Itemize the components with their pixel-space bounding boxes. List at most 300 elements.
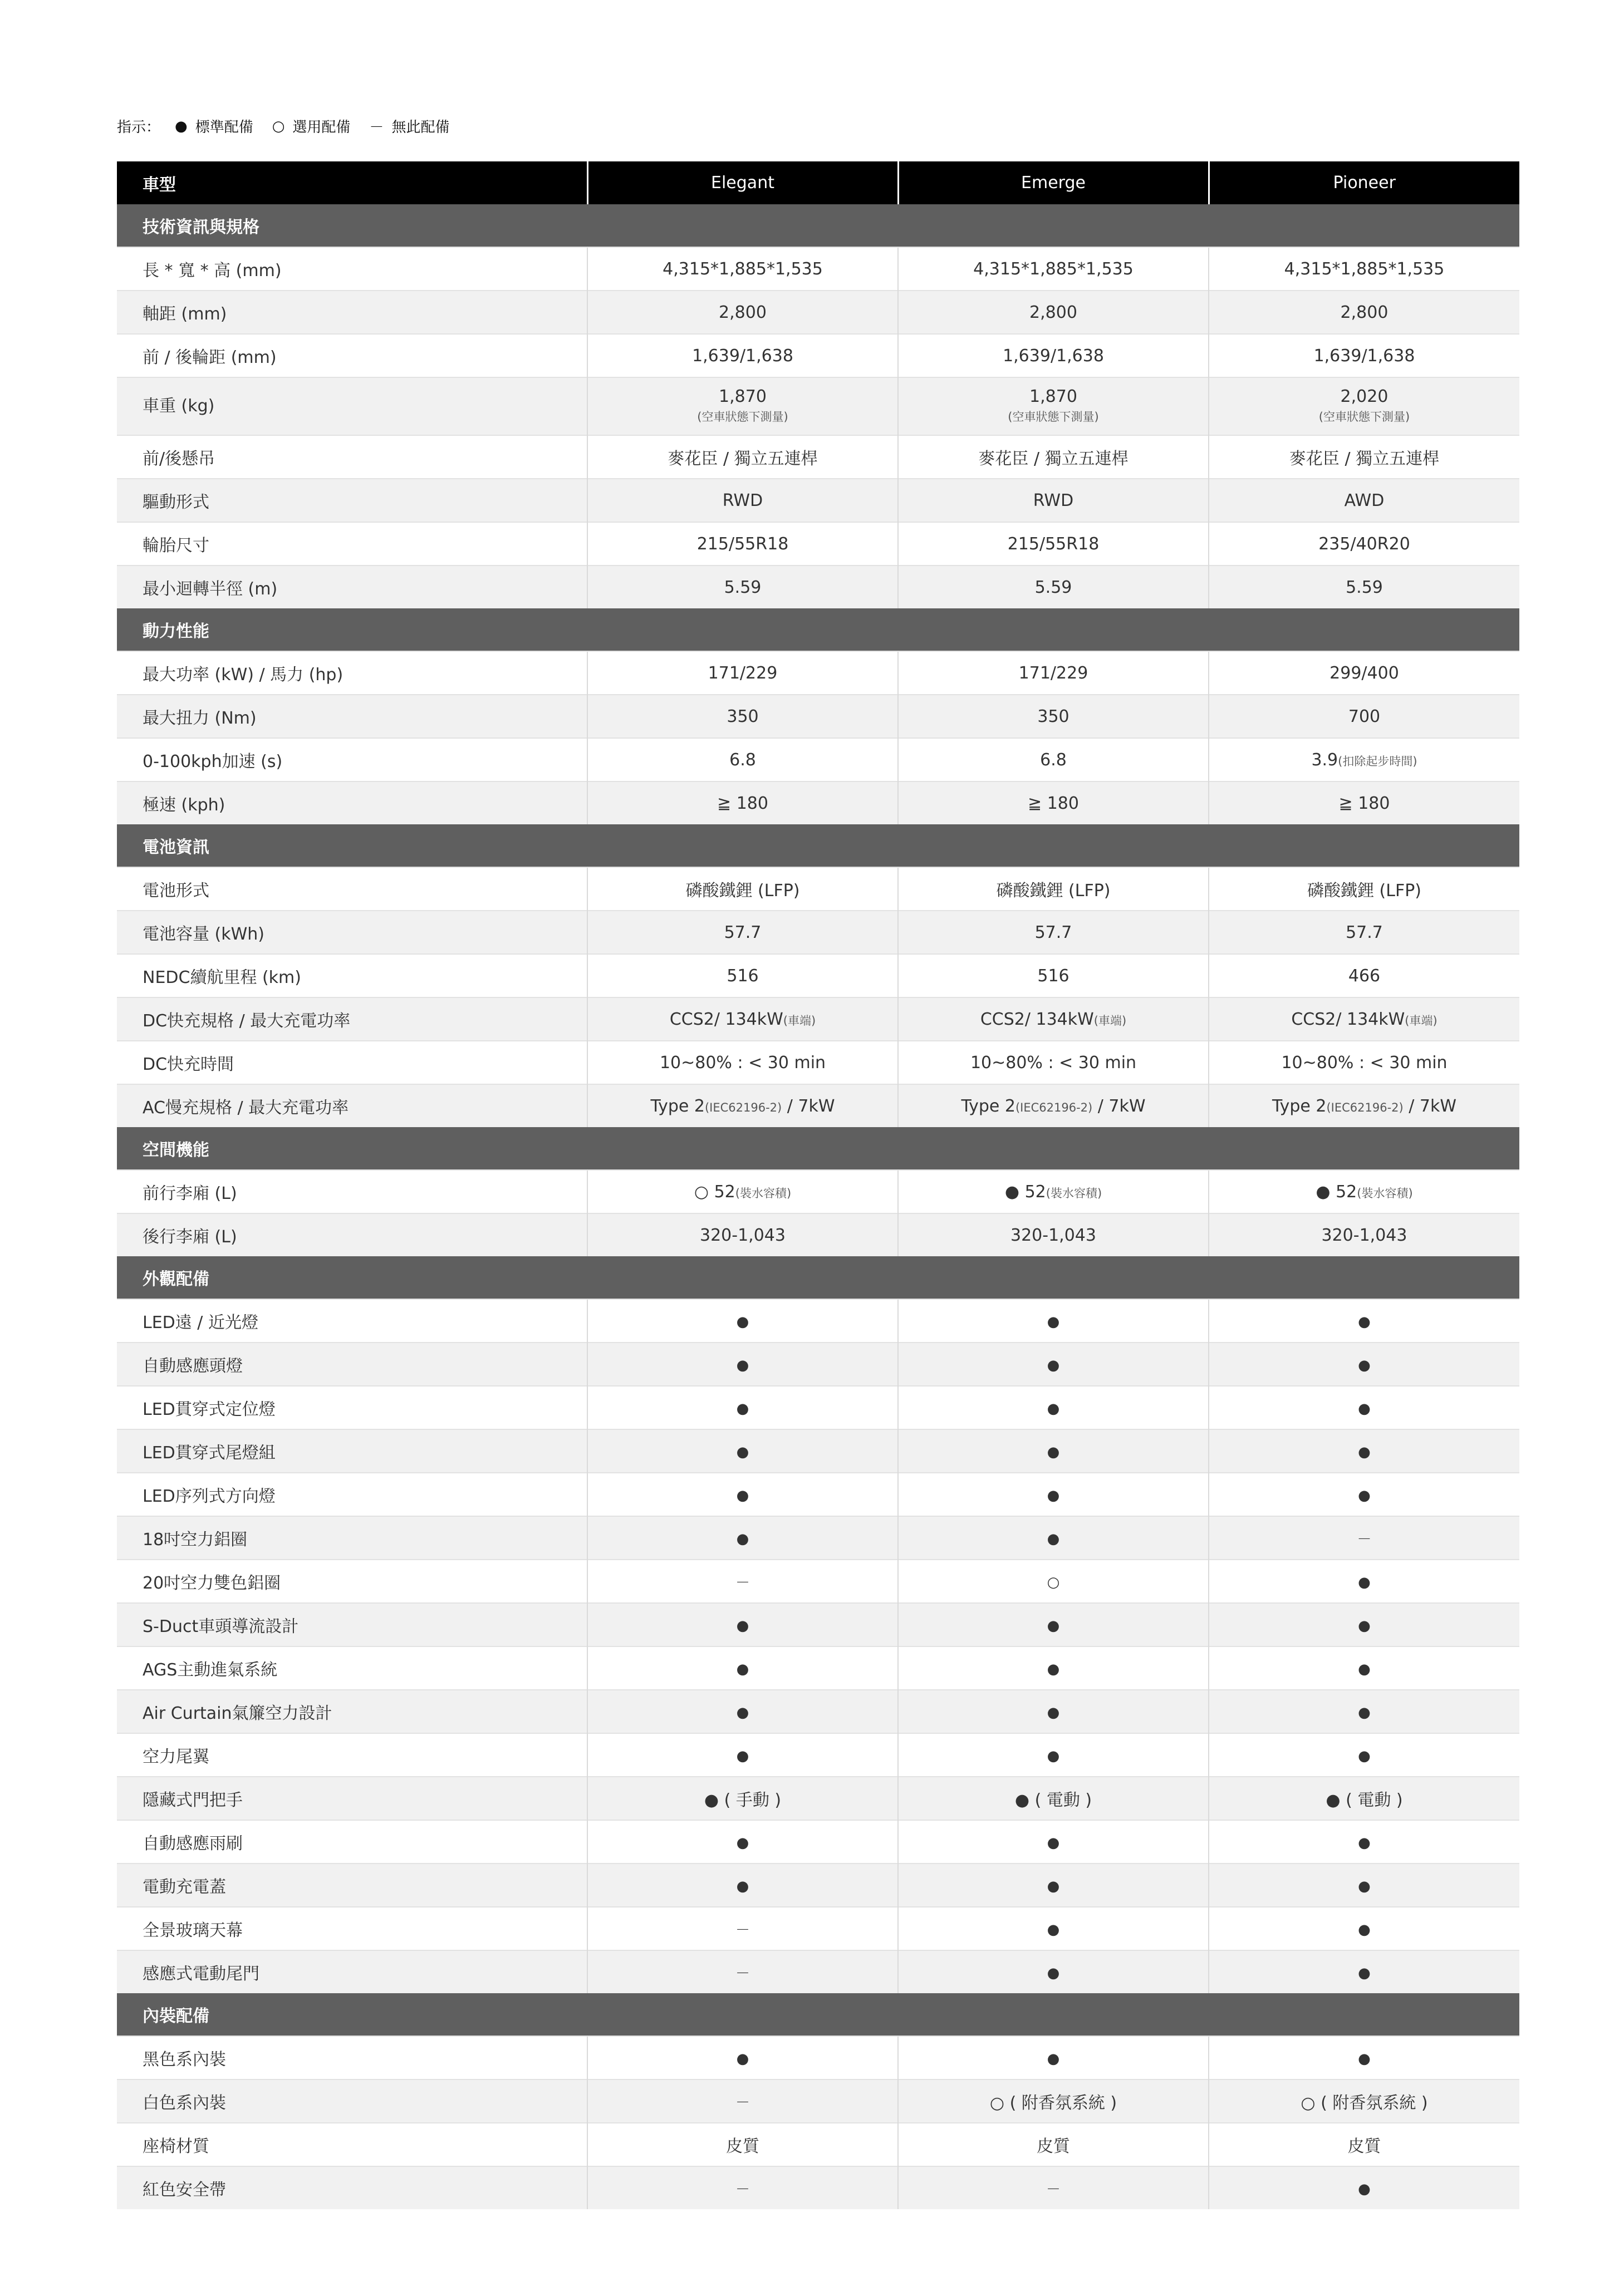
cell-value: ● xyxy=(1358,1877,1371,1895)
cell-value: ● xyxy=(1047,1530,1060,1547)
table-row xyxy=(117,566,1519,608)
table-row xyxy=(117,1646,1519,1690)
table-cell xyxy=(1209,1084,1519,1127)
cell-value: 57.7 xyxy=(1034,922,1072,942)
row-label: 長 * 寬 * 高 (mm) xyxy=(117,247,587,291)
cell-value: 皮質 xyxy=(1347,2137,1381,2156)
cell-note: (空車狀態下測量) xyxy=(697,410,788,424)
cell-value: ● xyxy=(1047,1443,1060,1461)
table-cell xyxy=(1209,1950,1519,1993)
table-cell xyxy=(587,2079,898,2123)
table-cell xyxy=(587,1950,898,1993)
table-cell xyxy=(1209,247,1519,291)
table-row xyxy=(117,1907,1519,1950)
cell-value: ● xyxy=(1047,1487,1060,1504)
cell-value: 磷酸鐵鋰 (LFP) xyxy=(1307,881,1421,901)
table-row xyxy=(117,435,1519,479)
table-cell xyxy=(587,1777,898,1820)
cell-value: 皮質 xyxy=(726,2137,759,2156)
table-row xyxy=(117,651,1519,695)
cell-value: ● xyxy=(736,1487,749,1504)
table-cell xyxy=(587,781,898,824)
cell-value: 5.59 xyxy=(1034,577,1072,597)
table-cell xyxy=(1209,1733,1519,1777)
cell-value: 171/229 xyxy=(708,663,778,683)
table-cell xyxy=(1209,738,1519,781)
table-row xyxy=(117,1299,1519,1343)
table-row xyxy=(117,1473,1519,1516)
cell-value: ● xyxy=(1358,1313,1371,1330)
cell-value: ≧ 180 xyxy=(1338,793,1390,813)
table-cell xyxy=(1209,911,1519,954)
cell-value: 6.8 xyxy=(1040,750,1067,770)
table-cell xyxy=(587,435,898,479)
cell-value: ● xyxy=(736,1356,749,1374)
table-row xyxy=(117,247,1519,291)
cell-value: ● xyxy=(1047,1356,1060,1374)
header-model-emerge: Emerge xyxy=(898,161,1209,204)
cell-value: 320-1,043 xyxy=(1010,1225,1096,1245)
table-row xyxy=(117,1386,1519,1429)
table-row xyxy=(117,1864,1519,1907)
row-label: 軸距 (mm) xyxy=(117,291,587,334)
table-cell xyxy=(898,566,1209,608)
table-cell xyxy=(898,1170,1209,1213)
cell-value: 516 xyxy=(1037,966,1069,986)
table-cell xyxy=(898,1560,1209,1603)
table-cell xyxy=(898,1950,1209,1993)
cell-value: 57.7 xyxy=(1346,922,1383,942)
row-label: 感應式電動尾門 xyxy=(117,1950,587,1993)
table-cell xyxy=(898,1603,1209,1646)
table-cell xyxy=(587,1473,898,1516)
table-cell xyxy=(1209,2123,1519,2166)
table-cell xyxy=(1209,1170,1519,1213)
cell-value: 麥花臣 / 獨立五連桿 xyxy=(668,449,818,469)
table-cell xyxy=(898,1386,1209,1429)
table-row xyxy=(117,291,1519,334)
cell-value: ● xyxy=(736,1660,749,1678)
cell-suffix-note: (車端) xyxy=(1405,1014,1437,1027)
row-label: 座椅材質 xyxy=(117,2123,587,2166)
cell-value: 700 xyxy=(1348,706,1381,726)
table-cell xyxy=(898,377,1209,435)
header-model-pioneer: Pioneer xyxy=(1209,161,1519,204)
table-cell xyxy=(1209,1820,1519,1864)
table-row xyxy=(117,1950,1519,1993)
table-cell xyxy=(1209,1386,1519,1429)
table-cell xyxy=(587,247,898,291)
cell-value: ● 52 xyxy=(1004,1182,1046,1202)
section-title: 電池資訊 xyxy=(117,824,1519,867)
table-row xyxy=(117,2079,1519,2123)
cell-value: ● xyxy=(1047,1834,1060,1851)
cell-value: ● xyxy=(736,2050,749,2067)
cell-value: ● xyxy=(736,1313,749,1330)
cell-value: ● xyxy=(1358,1747,1371,1764)
table-row xyxy=(117,867,1519,911)
cell-note: (空車狀態下測量) xyxy=(1318,410,1410,424)
legend-label: 無此配備 xyxy=(391,119,450,136)
table-cell xyxy=(1209,781,1519,824)
section-title: 空間機能 xyxy=(117,1127,1519,1170)
row-label: DC快充時間 xyxy=(117,1041,587,1084)
cell-value: ● xyxy=(736,1400,749,1417)
table-cell xyxy=(1209,522,1519,566)
table-row xyxy=(117,1820,1519,1864)
table-header xyxy=(117,161,1519,204)
table-cell xyxy=(1209,1777,1519,1820)
table-cell xyxy=(898,1084,1209,1127)
row-label: 前/後懸吊 xyxy=(117,435,587,479)
table-cell xyxy=(1209,1864,1519,1907)
table-cell xyxy=(1209,1907,1519,1950)
row-label: 電池形式 xyxy=(117,867,587,911)
table-cell xyxy=(898,2036,1209,2079)
section-header xyxy=(117,824,1519,867)
table-cell xyxy=(1209,291,1519,334)
table-cell xyxy=(587,2036,898,2079)
table-cell xyxy=(898,867,1209,911)
cell-value: 麥花臣 / 獨立五連桿 xyxy=(1289,449,1440,469)
header-model-elegant: Elegant xyxy=(587,161,898,204)
section-header xyxy=(117,204,1519,247)
table-cell xyxy=(587,291,898,334)
cell-value: 10~80% : < 30 min xyxy=(1281,1053,1448,1073)
table-cell xyxy=(1209,1213,1519,1256)
table-row xyxy=(117,377,1519,435)
row-label: LED序列式方向燈 xyxy=(117,1473,587,1516)
row-label: Air Curtain氣簾空力設計 xyxy=(117,1690,587,1733)
table-cell xyxy=(587,2123,898,2166)
section-title: 動力性能 xyxy=(117,608,1519,651)
cell-value: 2,800 xyxy=(1029,302,1077,322)
cell-value: － xyxy=(1357,1531,1372,1548)
table-cell xyxy=(587,1603,898,1646)
table-cell xyxy=(587,1084,898,1127)
cell-value: ● ( 電動 ) xyxy=(1014,1791,1092,1810)
row-label: 0-100kph加速 (s) xyxy=(117,738,587,781)
cell-value: ● xyxy=(1358,2050,1371,2067)
table-cell xyxy=(898,2166,1209,2209)
cell-value: 2,800 xyxy=(1340,302,1389,322)
row-label: NEDC續航里程 (km) xyxy=(117,954,587,997)
cell-value: 5.59 xyxy=(724,577,762,597)
row-label: DC快充規格 / 最大充電功率 xyxy=(117,997,587,1041)
cell-value: ● xyxy=(1047,1400,1060,1417)
row-label: AC慢充規格 / 最大充電功率 xyxy=(117,1084,587,1127)
cell-value: 1,870 xyxy=(719,386,767,406)
row-label: 最大扭力 (Nm) xyxy=(117,695,587,738)
cell-value: CCS2/ 134kW xyxy=(669,1009,783,1029)
table-row xyxy=(117,997,1519,1041)
cell-value: 2,020 xyxy=(1340,386,1389,406)
cell-value: ● xyxy=(1358,1921,1371,1938)
cell-value: － xyxy=(735,2094,750,2111)
section-header xyxy=(117,1993,1519,2036)
section-title: 外觀配備 xyxy=(117,1256,1519,1299)
table-row xyxy=(117,1429,1519,1473)
table-cell xyxy=(898,781,1209,824)
table-cell xyxy=(898,1299,1209,1343)
cell-value: 1,639/1,638 xyxy=(692,346,793,366)
row-label: 白色系內裝 xyxy=(117,2079,587,2123)
table-cell xyxy=(898,522,1209,566)
table-row xyxy=(117,522,1519,566)
row-label: 電動充電蓋 xyxy=(117,1864,587,1907)
table-cell xyxy=(587,1386,898,1429)
table-row xyxy=(117,2123,1519,2166)
table-row xyxy=(117,1690,1519,1733)
table-cell xyxy=(898,291,1209,334)
cell-value: ● xyxy=(1047,1313,1060,1330)
cell-value: 57.7 xyxy=(724,922,762,942)
table-cell xyxy=(1209,1429,1519,1473)
cell-value: ● xyxy=(736,1747,749,1764)
legend-item-none xyxy=(369,116,449,136)
row-label: 自動感應雨刷 xyxy=(117,1820,587,1864)
cell-value: 235/40R20 xyxy=(1318,534,1410,554)
table-cell xyxy=(1209,1473,1519,1516)
table-cell xyxy=(1209,2036,1519,2079)
cell-value: CCS2/ 134kW xyxy=(980,1009,1094,1029)
table-cell xyxy=(1209,997,1519,1041)
cell-value: 10~80% : < 30 min xyxy=(970,1053,1137,1073)
table-cell xyxy=(898,997,1209,1041)
cell-value: 215/55R18 xyxy=(696,534,789,554)
table-cell xyxy=(898,1864,1209,1907)
table-cell xyxy=(587,911,898,954)
cell-value: ● xyxy=(1047,1964,1060,1982)
table-cell xyxy=(587,1299,898,1343)
cell-value: ○ ( 附香氛系統 ) xyxy=(989,2093,1117,2113)
table-cell xyxy=(898,1213,1209,1256)
table-row xyxy=(117,1084,1519,1127)
table-row xyxy=(117,1041,1519,1084)
row-label: 隱藏式門把手 xyxy=(117,1777,587,1820)
cell-value: AWD xyxy=(1344,490,1385,510)
table-row xyxy=(117,1560,1519,1603)
cell-value: 磷酸鐵鋰 (LFP) xyxy=(996,881,1111,901)
row-label: 18吋空力鋁圈 xyxy=(117,1516,587,1560)
table-cell xyxy=(1209,2079,1519,2123)
table-cell xyxy=(898,695,1209,738)
row-label: 黑色系內裝 xyxy=(117,2036,587,2079)
section-title: 內裝配備 xyxy=(117,1993,1519,2036)
table-cell xyxy=(898,1473,1209,1516)
cell-suffix-note: (裝水容積) xyxy=(735,1186,792,1200)
row-label: 輪胎尺寸 xyxy=(117,522,587,566)
spec-table xyxy=(117,161,1519,2209)
table-cell xyxy=(587,1733,898,1777)
cell-value: ● xyxy=(736,1834,749,1851)
cell-value: 6.8 xyxy=(729,750,756,770)
cell-value: ● xyxy=(1358,1400,1371,1417)
row-label: 電池容量 (kWh) xyxy=(117,911,587,954)
table-row xyxy=(117,334,1519,377)
table-cell xyxy=(898,1907,1209,1950)
table-cell xyxy=(1209,1343,1519,1386)
table-cell xyxy=(1209,695,1519,738)
section-header xyxy=(117,1127,1519,1170)
table-cell xyxy=(587,2166,898,2209)
table-cell xyxy=(898,334,1209,377)
cell-value: CCS2/ 134kW xyxy=(1291,1009,1405,1029)
table-cell xyxy=(898,1733,1209,1777)
row-label: LED貫穿式定位燈 xyxy=(117,1386,587,1429)
cell-value: ● xyxy=(736,1704,749,1721)
cell-value: 4,315*1,885*1,535 xyxy=(973,259,1134,279)
cell-value: ● xyxy=(1358,1834,1371,1851)
cell-suffix-note: (裝水容積) xyxy=(1357,1186,1413,1200)
cell-value: ● xyxy=(1047,2050,1060,2067)
cell-value: ● xyxy=(736,1530,749,1547)
row-label: 自動感應頭燈 xyxy=(117,1343,587,1386)
table-cell xyxy=(898,2123,1209,2166)
table-cell xyxy=(898,1646,1209,1690)
table-cell xyxy=(587,1646,898,1690)
row-label: 紅色安全帶 xyxy=(117,2166,587,2209)
table-cell xyxy=(898,911,1209,954)
cell-note: (空車狀態下測量) xyxy=(1008,410,1099,424)
cell-value: 磷酸鐵鋰 (LFP) xyxy=(685,881,800,901)
cell-value: － xyxy=(735,2181,750,2198)
cell-value-tail: / 7kW xyxy=(1092,1096,1146,1116)
cell-value: Type 2 xyxy=(650,1096,705,1116)
cell-value: 215/55R18 xyxy=(1007,534,1100,554)
cell-value: ● xyxy=(736,1877,749,1895)
table-cell xyxy=(898,479,1209,522)
table-row xyxy=(117,695,1519,738)
row-label: LED貫穿式尾燈組 xyxy=(117,1429,587,1473)
table-cell xyxy=(587,1560,898,1603)
table-cell xyxy=(587,1690,898,1733)
table-cell xyxy=(1209,1516,1519,1560)
row-label: S-Duct車頭導流設計 xyxy=(117,1603,587,1646)
table-cell xyxy=(898,435,1209,479)
cell-value: － xyxy=(1046,2181,1061,2198)
cell-value: ≧ 180 xyxy=(1028,793,1079,813)
cell-value: ● ( 手動 ) xyxy=(704,1791,782,1810)
table-cell xyxy=(898,1516,1209,1560)
cell-value: ● ( 電動 ) xyxy=(1326,1791,1403,1810)
table-cell xyxy=(1209,1690,1519,1733)
table-row xyxy=(117,1343,1519,1386)
row-label: 20吋空力雙色鋁圈 xyxy=(117,1560,587,1603)
table-cell xyxy=(587,695,898,738)
row-label: 最小迴轉半徑 (m) xyxy=(117,566,587,608)
legend-item-standard xyxy=(175,116,253,136)
table-cell xyxy=(1209,867,1519,911)
table-cell xyxy=(587,867,898,911)
cell-value-tail: / 7kW xyxy=(782,1096,835,1116)
legend-item-optional xyxy=(272,116,351,136)
table-row xyxy=(117,1516,1519,1560)
cell-suffix-note: (IEC62196-2) xyxy=(704,1100,782,1114)
cell-value: － xyxy=(735,1965,750,1982)
cell-value: ○ ( 附香氛系統 ) xyxy=(1301,2093,1428,2113)
cell-value: ● xyxy=(1047,1704,1060,1721)
table-row xyxy=(117,1603,1519,1646)
table-cell xyxy=(587,377,898,435)
row-label: 全景玻璃天幕 xyxy=(117,1907,587,1950)
cell-value: 1,870 xyxy=(1029,386,1077,406)
cell-value: － xyxy=(735,1574,750,1591)
table-cell xyxy=(587,1864,898,1907)
cell-value: ○ 52 xyxy=(694,1182,735,1202)
cell-value: 350 xyxy=(727,706,759,726)
cell-suffix-note: (扣除起步時間) xyxy=(1338,754,1417,768)
cell-suffix-note: (車端) xyxy=(783,1014,816,1027)
cell-value: ● xyxy=(1358,1617,1371,1634)
filled-dot-icon: ● xyxy=(175,117,188,135)
cell-value: 4,315*1,885*1,535 xyxy=(1284,259,1445,279)
cell-value: ● xyxy=(1358,1443,1371,1461)
table-cell xyxy=(587,479,898,522)
cell-value: ● xyxy=(1047,1617,1060,1634)
row-label: 空力尾翼 xyxy=(117,1733,587,1777)
table-cell xyxy=(1209,1299,1519,1343)
table-cell xyxy=(898,1429,1209,1473)
table-cell xyxy=(587,997,898,1041)
cell-value: ● 52 xyxy=(1316,1182,1357,1202)
table-cell xyxy=(1209,479,1519,522)
table-cell xyxy=(587,1429,898,1473)
cell-suffix-note: (車端) xyxy=(1093,1014,1127,1027)
table-cell xyxy=(587,1170,898,1213)
table-cell xyxy=(587,1041,898,1084)
cell-value: Type 2 xyxy=(1272,1096,1327,1116)
cell-value: RWD xyxy=(722,490,763,510)
cell-value: － xyxy=(735,1921,750,1939)
cell-value: 320-1,043 xyxy=(700,1225,786,1245)
dash-icon: － xyxy=(369,119,384,136)
table-cell xyxy=(1209,435,1519,479)
row-label: LED遠 / 近光燈 xyxy=(117,1299,587,1343)
table-cell xyxy=(1209,1560,1519,1603)
table-cell xyxy=(587,1343,898,1386)
table-cell xyxy=(1209,1603,1519,1646)
table-cell xyxy=(587,651,898,695)
table-cell xyxy=(898,1820,1209,1864)
row-label: AGS主動進氣系統 xyxy=(117,1646,587,1690)
table-cell xyxy=(1209,1041,1519,1084)
cell-value: ● xyxy=(1358,1964,1371,1982)
row-label: 車重 (kg) xyxy=(117,377,587,435)
table-cell xyxy=(587,334,898,377)
table-row xyxy=(117,911,1519,954)
table-cell xyxy=(587,738,898,781)
cell-value: 皮質 xyxy=(1037,2137,1070,2156)
table-cell xyxy=(898,1690,1209,1733)
cell-value: ≧ 180 xyxy=(717,793,768,813)
cell-value: 2,800 xyxy=(719,302,767,322)
section-title: 技術資訊與規格 xyxy=(117,204,1519,247)
table-cell xyxy=(1209,334,1519,377)
table-cell xyxy=(1209,954,1519,997)
cell-value: 5.59 xyxy=(1346,577,1383,597)
cell-value: ● xyxy=(1358,1660,1371,1678)
cell-value: ● xyxy=(1358,1574,1371,1591)
table-cell xyxy=(587,954,898,997)
cell-value: Type 2 xyxy=(961,1096,1015,1116)
cell-value: 4,315*1,885*1,535 xyxy=(663,259,823,279)
row-label: 驅動形式 xyxy=(117,479,587,522)
legend xyxy=(117,116,468,136)
table-row xyxy=(117,781,1519,824)
table-cell xyxy=(1209,377,1519,435)
cell-value: ○ xyxy=(1047,1574,1060,1591)
